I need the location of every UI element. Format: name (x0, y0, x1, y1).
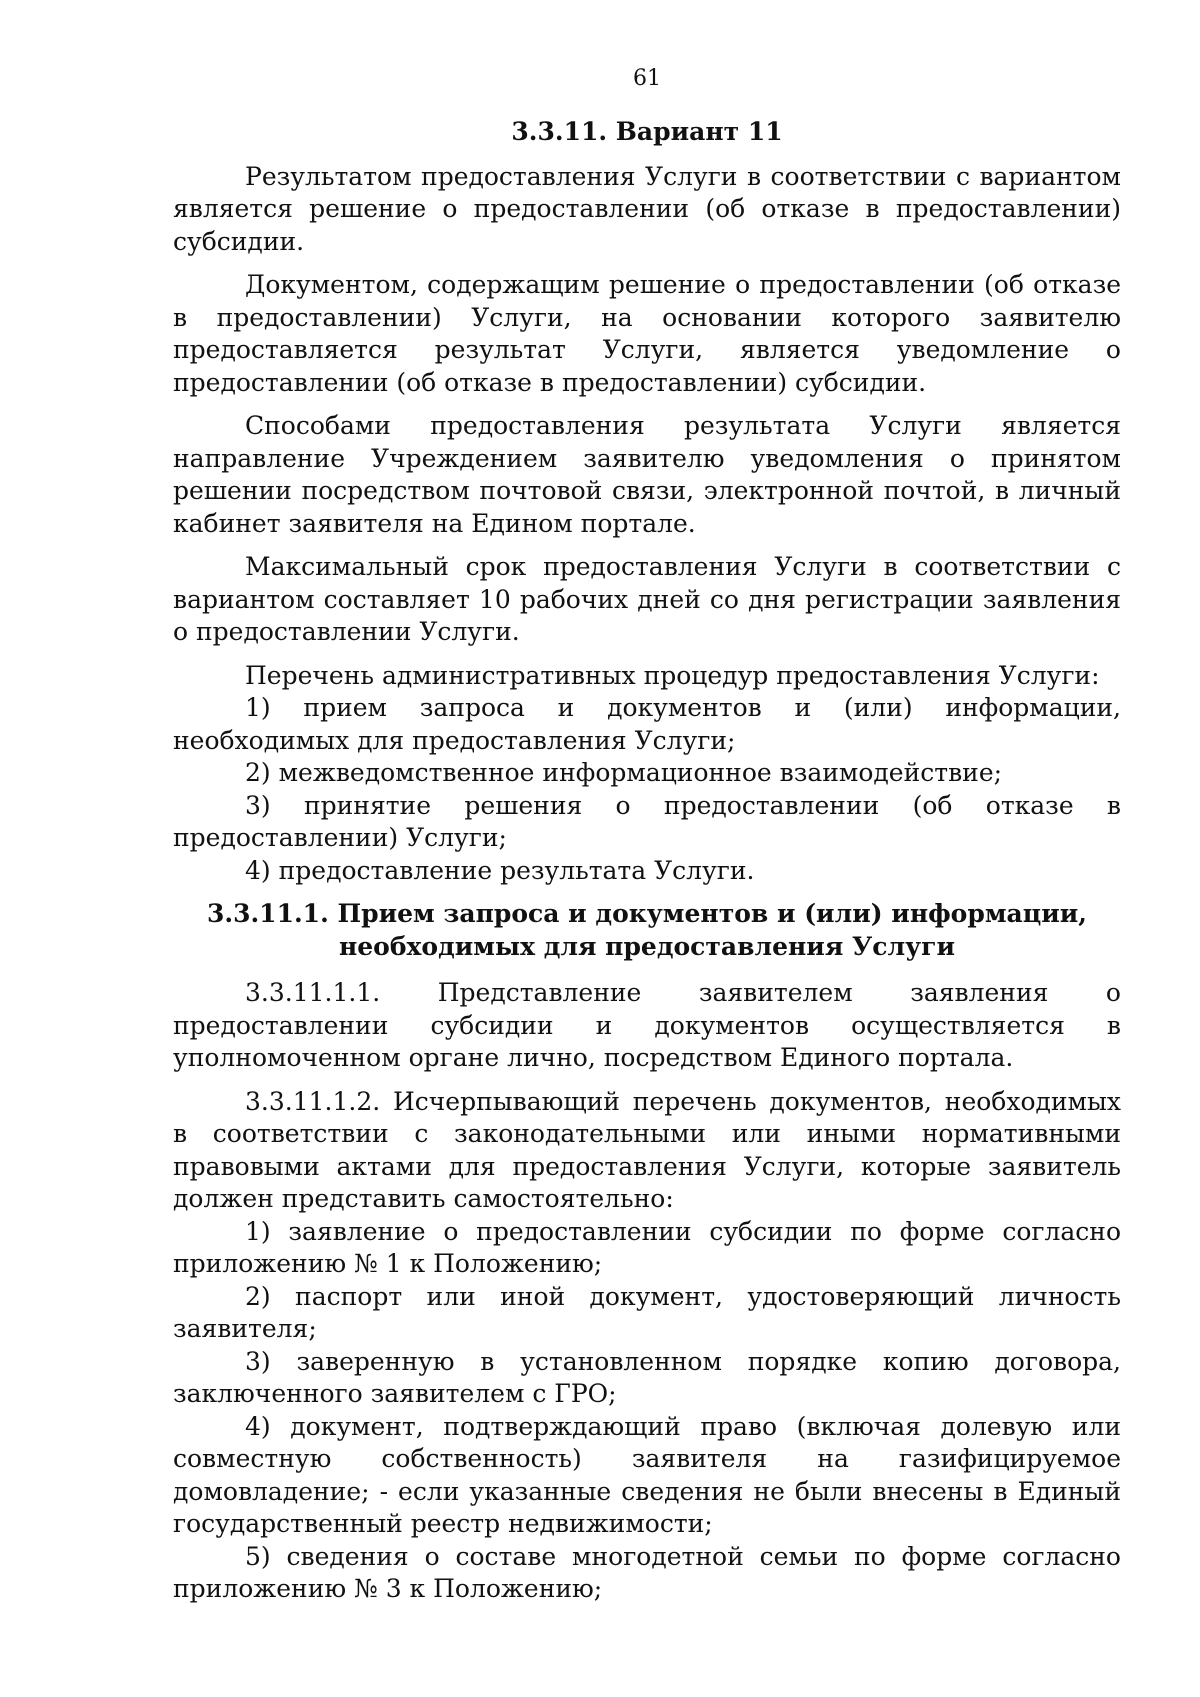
paragraph: Способами предоставления результата Услуги является направление Учреждением заявителю уведомления о принятом решении посредством почтовой связи, электронной почтой, в личный кабинет заявителя на Едином портале. (173, 411, 1121, 538)
paragraph: 3.3.11.1.2. Исчерпывающий перечень документов, необходимых в соответствии с законодательными или иными нормативными правовыми актами для предоставления Услуги, которые заявитель должен представить самостоятельно: (173, 1086, 1121, 1213)
list-item: 4) документ, подтверждающий право (включая долевую или совместную собственность) заявителя на газифицируемое домовладение; - если указанные сведения не были внесены в Единый государственный реестр недвижимости; (173, 1411, 1121, 1538)
paragraph: 3.3.11.1.1. Представление заявителем заявления о предоставлении субсидии и документов осуществляется в уполномоченном органе лично, посредством Единого портала. (173, 978, 1121, 1072)
list-item: 3) заверенную в установленном порядке копию договора, заключенного заявителем с ГРО; (173, 1346, 1121, 1408)
documents-list (173, 1216, 1121, 1606)
page-number: 61 (633, 66, 661, 91)
list-item: 2) паспорт или иной документ, удостоверяющий личность заявителя; (173, 1281, 1121, 1343)
paragraph: Результатом предоставления Услуги в соответствии с вариантом является решение о предоставлении (об отказе в предоставлении) субсидии. (173, 161, 1121, 256)
procedures-list (173, 660, 1121, 888)
list-item: 4) предоставление результата Услуги. (245, 855, 755, 885)
section-title: 3.3.11. Вариант 11 (511, 117, 783, 146)
paragraph: Документом, содержащим решение о предоставлении (об отказе в предоставлении) Услуги, на основании которого заявителю предоставляется результат Услуги, является уведомление о предоставлении (об отказе в предоставлении) субсидии. (173, 270, 1121, 397)
paragraph: Максимальный срок предоставления Услуги в соответствии с вариантом составляет 10 рабочих дней со дня регистрации заявления о предоставлении Услуги. (173, 552, 1121, 646)
list-item: 5) сведения о составе многодетной семьи по форме согласно приложению № 3 к Положению; (173, 1541, 1121, 1603)
list-item: 3) принятие решения о предоставлении (об отказе в предоставлении) Услуги; (173, 790, 1121, 852)
list-item: 2) межведомственное информационное взаимодействие; (245, 758, 1003, 787)
list-item: 1) прием запроса и документов и (или) информации, необходимых для предоставления Услуги; (173, 693, 1121, 755)
subsection-title: 3.3.11.1. Прием запроса и документов и (или) информации, необходимых для предоставления Услуги (206, 899, 1088, 961)
procedures-intro: Перечень административных процедур предоставления Услуги: (245, 660, 1100, 690)
list-item: 1) заявление о предоставлении субсидии по форме согласно приложению № 1 к Положению; (173, 1216, 1121, 1278)
